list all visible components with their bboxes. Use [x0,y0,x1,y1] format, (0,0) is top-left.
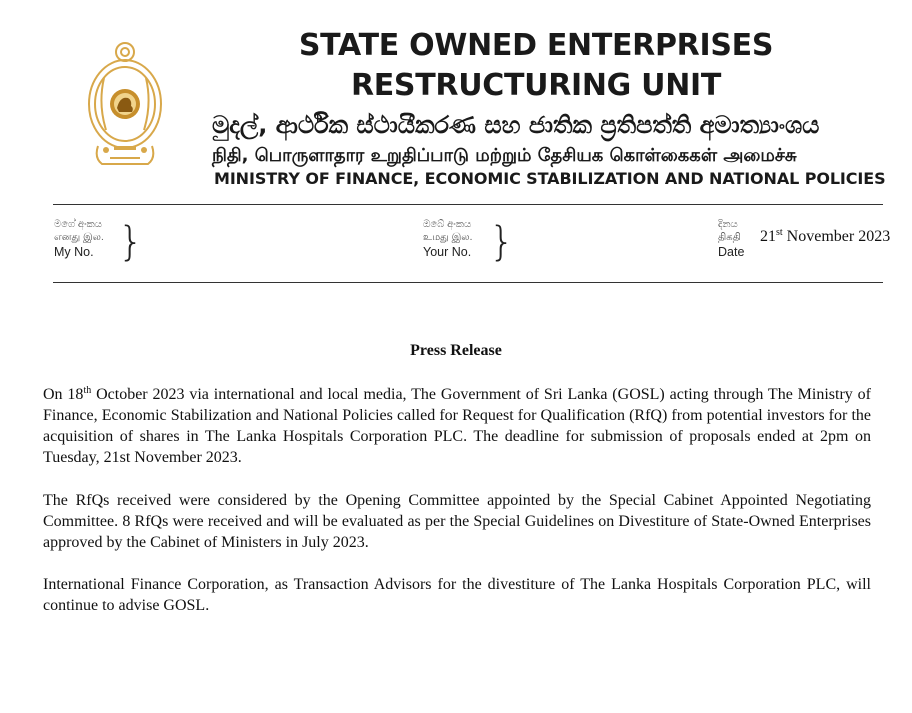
your-no-tamil: உமது இல. [423,232,473,243]
date-tamil: திகதி [718,232,741,243]
my-no-tamil: எனது இல. [54,232,104,243]
your-no-sinhala: ඔබේ අංකය [423,219,472,230]
my-no-brace: } [118,219,144,265]
paragraph-1 [43,384,871,468]
your-no-english: Your No. [423,245,472,259]
paragraph-1-ordinal: th [83,385,92,396]
paragraph-1-rest: October 2023 via international and local media, The Government of Sri Lanka (GOSL) acting through The Ministry of Finance, Economic Stabilization and National Policies called for Request for Qualification (RfQ) from potential investors for the acquisition of shares in The Lanka Hospitals Corporation PLC. The deadline for submission of proposals ended at 2pm on Tuesday, 21st November 2023. [43,386,871,466]
date-day-suffix: st [776,227,783,238]
date-block [718,218,744,260]
your-no-brace: } [489,219,515,265]
paragraph-1-start: On 18 [43,386,84,403]
my-no-sinhala: මගේ අංකය [54,219,102,230]
my-no-block [54,218,144,265]
ministry-name-tamil: நிதி, பொருளாதார உறுதிப்பாடு மற்றும் தேசியக கொள்கைகள் அமைச்சு [212,145,797,166]
date-day: 21 [760,228,776,245]
unit-title-line1: STATE OWNED ENTERPRISES [298,28,774,63]
date-month-year: November 2023 [782,228,891,245]
header-divider-top [53,204,883,205]
press-release-title: Press Release [410,342,502,359]
unit-title-line2: RESTRUCTURING UNIT [350,68,722,103]
sri-lanka-emblem-icon [84,38,166,170]
unit-title [230,26,842,106]
paragraph-3: International Finance Corporation, as Transaction Advisors for the divestiture of The Lanka Hospitals Corporation PLC, will continue to advise GOSL. [43,576,871,614]
your-no-block [423,218,515,265]
date-sinhala: දිනය [718,219,738,230]
paragraph-2: The RfQs received were considered by the Opening Committee appointed by the Special Cabinet Appointed Negotiating Committee. 8 RfQs were received and will be evaluated as per the Special Guidelines on Divestiture of State-Owned Enterprises approved by the Cabinet of Ministers in July 2023. [43,492,871,551]
ministry-name-sinhala: මුදල්, ආර්ථික ස්ථායීකරණ සහ ජාතික ප්‍රතිපත්ති අමාත්‍යාංශය [212,111,820,139]
my-no-english: My No. [54,245,94,259]
ministry-name-english: MINISTRY OF FINANCE, ECONOMIC STABILIZATION AND NATIONAL POLICIES [214,169,886,188]
header-divider-bottom [53,282,883,283]
date-english: Date [718,245,745,259]
date-value [760,228,890,246]
